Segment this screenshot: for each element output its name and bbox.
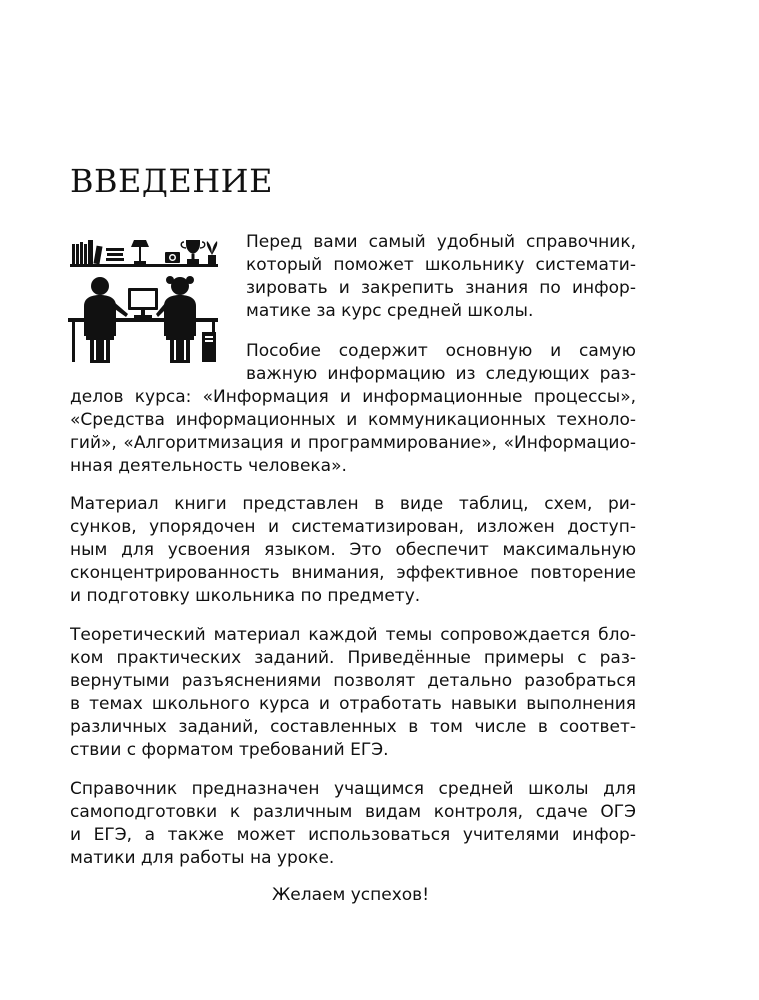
- text-line: ком практических заданий. Приведённые примеры с раз-: [70, 648, 636, 668]
- page-title: ВВЕДЕНИЕ: [70, 162, 273, 200]
- text-line: в темах школьного курса и отработать навыки выполнения: [70, 694, 636, 714]
- text-line: Материал книги представлен в виде таблиц, схем, ри-: [70, 494, 636, 514]
- text-line: сунков, упорядочен и систематизирован, изложен доступ-: [70, 517, 636, 537]
- text-line: различных заданий, составленных в том числе в соответ-: [70, 717, 636, 737]
- text-line: самоподготовки к различным видам контроля, сдаче ОГЭ: [70, 802, 636, 822]
- text-line: и ЕГЭ, а также может использоваться учителями инфор-: [70, 825, 636, 845]
- text-line: зировать и закрепить знания по инфор-: [246, 278, 636, 298]
- text-line: гий», «Алгоритмизация и программирование», «Информацио-: [70, 433, 636, 453]
- text-line: сконцентрированность внимания, эффективное повторение: [70, 563, 636, 583]
- text-line: ным для усвоения языком. Это обеспечит максимальную: [70, 540, 636, 560]
- text-line: который поможет школьнику системати-: [246, 255, 636, 275]
- text-line: Перед вами самый удобный справочник,: [246, 232, 636, 252]
- text-line: Пособие содержит основную и самую: [246, 341, 636, 361]
- text-line: вернутыми разъяснениями позволят детально разобраться: [70, 671, 636, 691]
- text-line: матике за курс средней школы.: [246, 301, 534, 321]
- students-at-computer-icon: [66, 236, 226, 366]
- text-line: делов курса: «Информация и информационные процессы»,: [70, 387, 636, 407]
- text-line: Справочник предназначен учащимся средней школы для: [70, 779, 636, 799]
- text-line: важную информацию из следующих раз-: [246, 364, 636, 384]
- closing-wish: Желаем успехов!: [272, 885, 430, 905]
- text-line: нная деятельность человека».: [70, 456, 347, 476]
- text-line: матики для работы на уроке.: [70, 848, 335, 868]
- text-line: и подготовку школьника по предмету.: [70, 586, 421, 606]
- text-line: «Средства информационных и коммуникационных техноло-: [70, 410, 636, 430]
- text-line: Теоретический материал каждой темы сопровождается бло-: [70, 625, 636, 645]
- text-line: ствии с форматом требований ЕГЭ.: [70, 740, 389, 760]
